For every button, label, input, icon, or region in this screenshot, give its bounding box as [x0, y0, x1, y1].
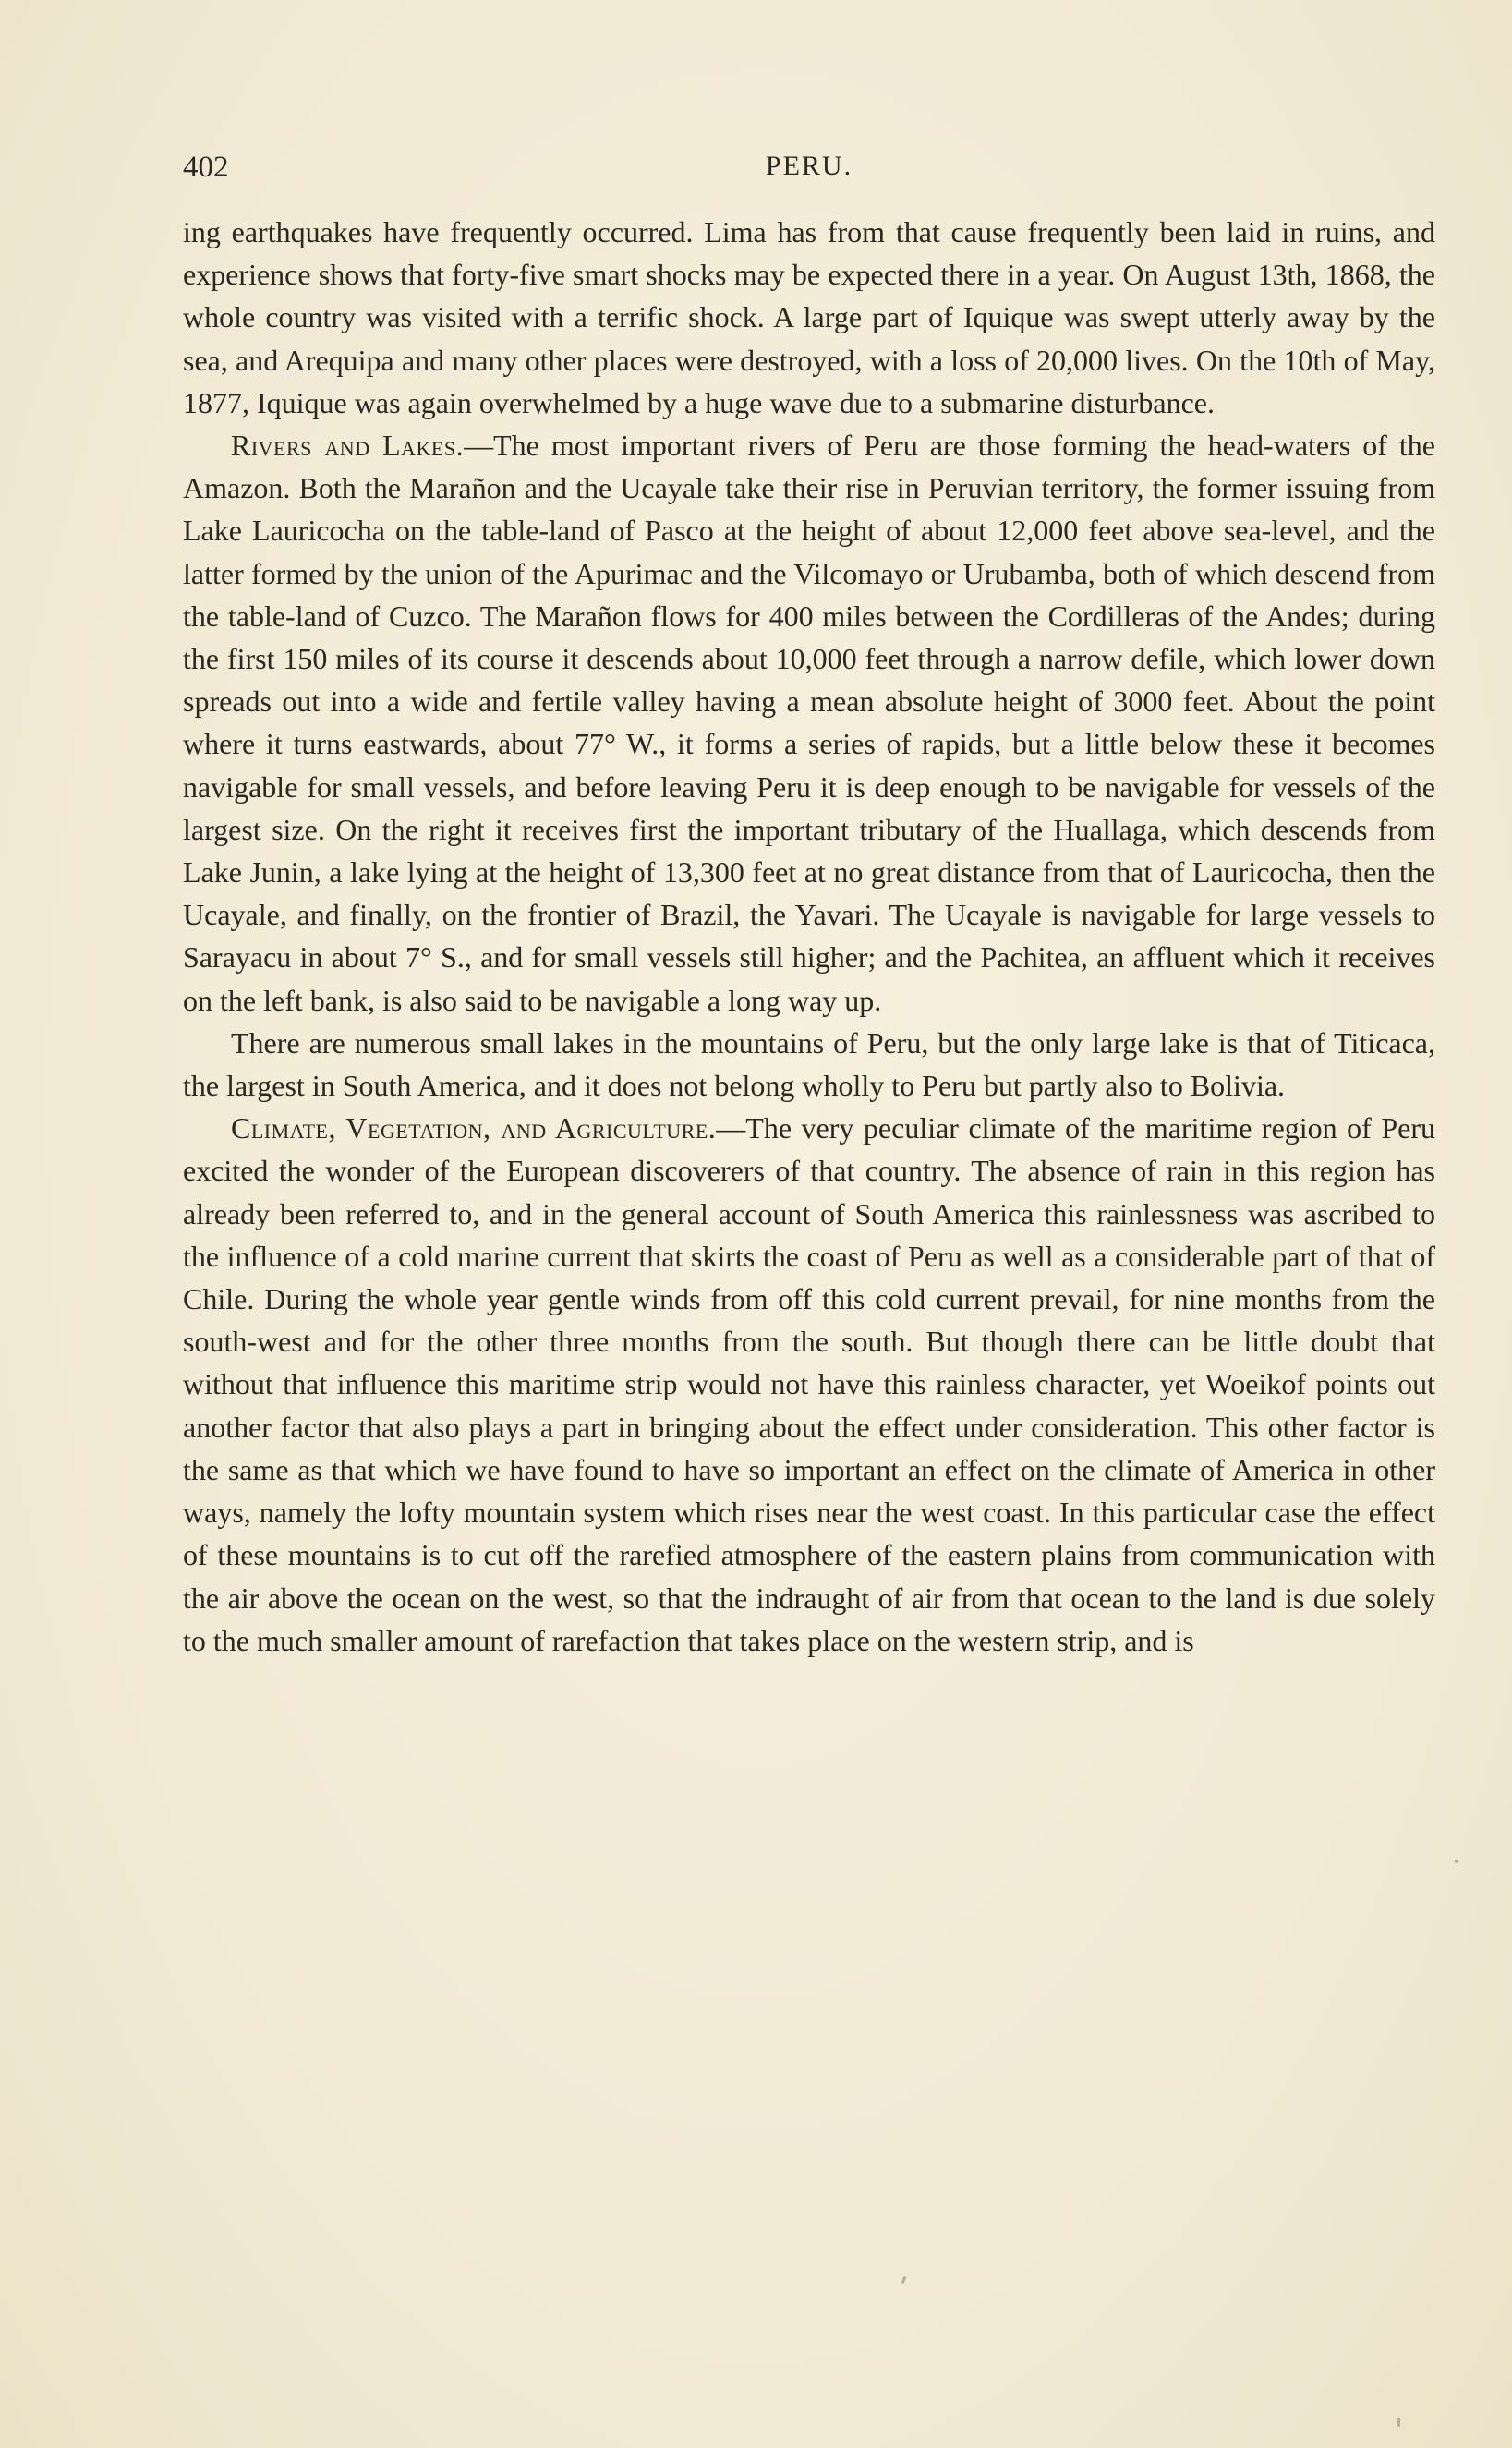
running-head: PERU. — [765, 151, 853, 181]
paragraph — [183, 211, 1435, 424]
paper-speck — [901, 2276, 907, 2284]
paragraph — [183, 1107, 1435, 1662]
paragraph-text: There are numerous small lakes in the mountains of Peru, but the only large lake is that of Titicaca, the largest in South America, and it does not belong wholly to Peru but partly also to Bolivia. — [183, 1025, 1435, 1103]
paragraph-text: ing earthquakes have frequently occurred. Lima has from that cause frequently been laid in ruins, and experience shows that forty-five smart shocks may be expected there in a year. On August 13th, 1868, the whole country was visited with a terrific shock. A large part of Iquique was swept utterly away by the sea, and Arequipa and many other places were destroyed, with a loss of 20,000 lives. On the 10th of May, 1877, Iquique was again overwhelmed by a huge wave due to a submarine disturbance. — [183, 215, 1435, 419]
paragraph — [183, 1022, 1435, 1107]
page-header — [183, 151, 1435, 195]
paragraph — [183, 424, 1435, 1022]
paper-speck — [1455, 1860, 1458, 1863]
paragraph-text: —The most important rivers of Peru are those forming the head-waters of the Amazon. Both the Marañon and the Ucayale take their rise in Peruvian territory, the former issuing from Lake Lauricocha on the table-land of Pasco at the height of about 12,000 feet above sea-level, and the latter formed by the union of the Apurimac and the Vilcomayo or Urubamba, both of which descend from the table-land of Cuzco. The Marañon flows for 400 miles between the Cordilleras of the Andes; during the first 150 miles of its course it descends about 10,000 feet through a narrow defile, which lower down spreads out into a wide and fertile valley having a mean absolute height of 3000 feet. About the point where it turns eastwards, about 77° W., it forms a series of rapids, but a little below these it becomes navigable for small vessels, and before leaving Peru it is deep enough to be navigable for vessels of the largest size. On the right it receives first the important tributary of the Huallaga, which descends from Lake Junin, a lake lying at the height of 13,300 feet at no great distance from that of Lauricocha, then the Ucayale, and finally, on the frontier of Brazil, the Yavari. The Ucayale is navigable for large vessels to Sarayacu in about 7° S., and for small vessels still higher; and the Pachitea, an affluent which it receives on the left bank, is also said to be navigable a long way up. — [183, 429, 1435, 1017]
section-heading: Climate, Vegetation, and Agriculture. — [231, 1111, 717, 1145]
paragraph-text: —The very peculiar climate of the maritime region of Peru excited the wonder of the European discoverers of that country. The absence of rain in this region has already been referred to, and in the general account of South America this rainlessness was ascribed to the influence of a cold marine current that skirts the coast of Peru as well as a considerable part of that of Chile. During the whole year gentle winds from off this cold current prevail, for nine months from the south-west and for the other three months from the south. But though there can be little doubt that without that influence this maritime strip would not have this rainless character, yet Woeikof points out another factor that also plays a part in bringing about the effect under consideration. This other factor is the same as that which we have found to have so important an effect on the climate of America in other ways, namely the lofty mountain system which rises near the west coast. In this particular case the effect of these mountains is to cut off the rarefied atmosphere of the eastern plains from communication with the air above the ocean on the west, so that the indraught of air from that ocean to the land is due solely to the much smaller amount of rarefaction that takes place on the western strip, and is — [183, 1111, 1435, 1657]
page-number: 402 — [183, 151, 229, 184]
paper-speck — [1397, 2418, 1400, 2427]
section-heading: Rivers and Lakes. — [231, 429, 465, 463]
body-text — [183, 211, 1435, 1662]
